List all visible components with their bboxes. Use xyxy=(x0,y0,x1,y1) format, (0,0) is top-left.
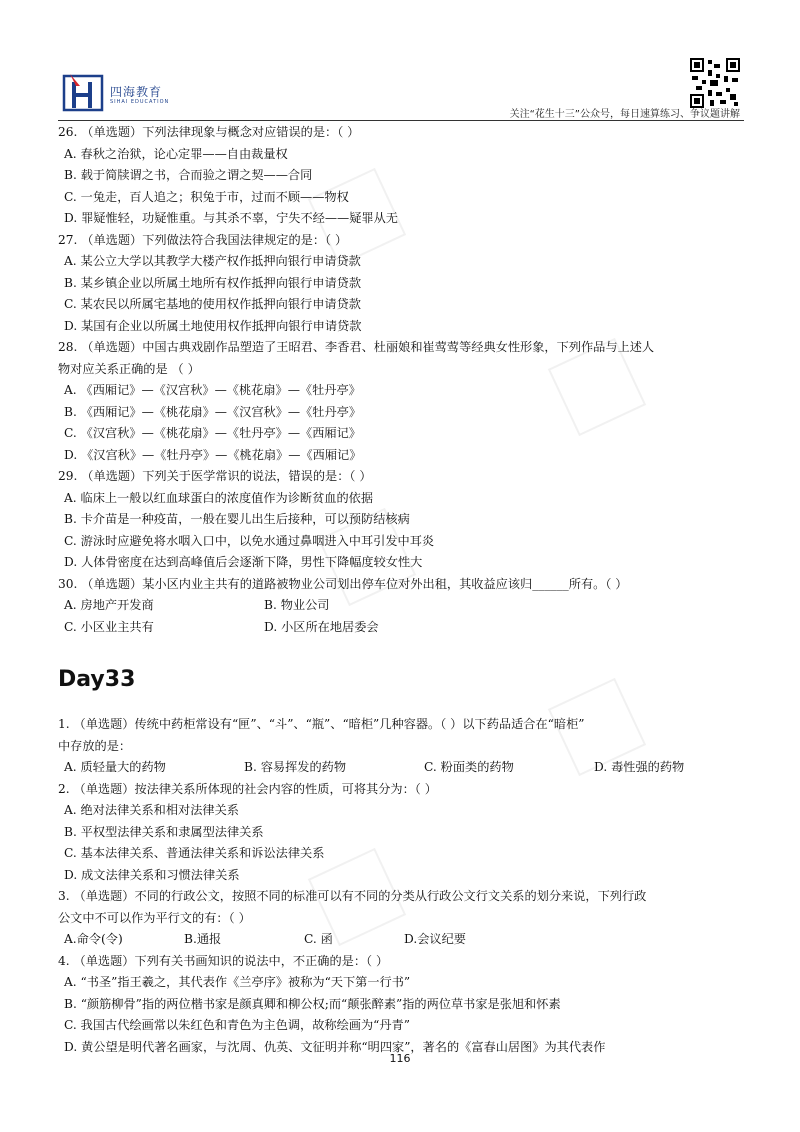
question-stem-cont: 中存放的是： xyxy=(58,738,132,753)
option-c: C. 某农民以所属宅基地的使用权作抵押向银行申请贷款 xyxy=(64,297,361,311)
question-stem: 26. （单选题）下列法律现象与概念对应错误的是：（ ） xyxy=(58,125,360,139)
options-row xyxy=(64,595,748,617)
question-stem: 30. （单选题）某小区内业主共有的道路被物业公司划出停车位对外出租，其收益应该归______所有。（ ） xyxy=(58,576,628,591)
page-number: 116 xyxy=(389,1052,411,1065)
option-c: C. 小区业主共有 xyxy=(64,619,154,634)
option-b: B. 容易挥发的药物 xyxy=(244,760,347,774)
question-stem-cont: 公文中不可以作为平行文的有：（ ） xyxy=(58,910,251,925)
question-stem: 1. （单选题）传统中药柜常设有“匣”、“斗”、“瓶”、“暗柜”几种容器。（ ）以下药品适合在“暗柜” xyxy=(58,717,585,731)
question-stem: 4. （单选题）下列有关书画知识的说法中，不正确的是：（ ） xyxy=(58,953,389,968)
option-b: B. 某乡镇企业以所属土地所有权作抵押向银行申请贷款 xyxy=(64,275,362,290)
option-a: A. 房地产开发商 xyxy=(64,598,154,612)
option-b: B. 载于简牍谓之书，合而验之谓之契——合同 xyxy=(64,168,313,182)
question-stem: 2. （单选题）按法律关系所体现的社会内容的性质，可将其分为：（ ） xyxy=(58,781,437,796)
option-b: B. 平权型法律关系和隶属型法律关系 xyxy=(64,824,264,839)
option-a: A. 某公立大学以其教学大楼产权作抵押向银行申请贷款 xyxy=(64,254,361,268)
day-title: Day33 xyxy=(58,667,136,692)
option-b: B. “颜筋柳骨”指的两位楷书家是颜真卿和柳公权;而“颠张醉素”指的两位草书家是张旭和怀素 xyxy=(64,996,561,1011)
logo-text: 四海教育 xyxy=(110,85,163,99)
option-b: B.通报 xyxy=(184,932,222,946)
option-a: A. 春秋之治狱，论心定罪——自由裁量权 xyxy=(64,146,288,161)
options-row xyxy=(64,929,748,951)
option-b: B. 卡介苗是一种疫苗，一般在婴儿出生后接种，可以预防结核病 xyxy=(64,512,410,526)
option-b: B. 《西厢记》—《桃花扇》—《汉宫秋》—《牡丹亭》 xyxy=(64,404,362,419)
option-a: A.命令(令) xyxy=(64,932,123,946)
logo-subtitle: SIHAI EDUCATION xyxy=(110,99,170,105)
options-row xyxy=(64,757,748,779)
option-d: D. 成文法律关系和习惯法律关系 xyxy=(64,867,240,882)
option-c: C. 基本法律关系、普通法律关系和诉讼法律关系 xyxy=(64,846,325,860)
option-c: C. 一兔走，百人追之；积兔于市，过而不顾——物权 xyxy=(64,189,349,204)
page-content xyxy=(58,122,748,1058)
option-d: D. 毒性强的药物 xyxy=(594,760,685,774)
option-d: D. 罪疑惟轻，功疑惟重。与其杀不辜，宁失不经——疑罪从无 xyxy=(64,211,398,225)
question-stem: 27. （单选题）下列做法符合我国法律规定的是：（ ） xyxy=(58,232,348,247)
option-a: A. 临床上一般以红血球蛋白的浓度值作为诊断贫血的依据 xyxy=(64,490,374,505)
option-c: C. 粉面类的药物 xyxy=(424,760,514,774)
option-c: C. 游泳时应避免将水咽入口中，以免水通过鼻咽进入中耳引发中耳炎 xyxy=(64,533,435,548)
question-stem-cont: 物对应关系正确的是 （ ） xyxy=(58,361,200,376)
option-d: D. 某国有企业以所属土地使用权作抵押向银行申请贷款 xyxy=(64,318,362,333)
option-d: D. 黄公望是明代著名画家，与沈周、仇英、文征明并称“明四家”，著名的《富春山居图》为其代表作 xyxy=(64,1039,606,1054)
option-c: C. 《汉宫秋》—《桃花扇》—《牡丹亭》—《西厢记》 xyxy=(64,426,361,440)
option-a: A. “书圣”指王羲之，其代表作《兰亭序》被称为“天下第一行书” xyxy=(64,975,411,989)
option-c: C. 函 xyxy=(304,932,333,946)
question-stem: 28. （单选题）中国古典戏剧作品塑造了王昭君、李香君、杜丽娘和崔莺莺等经典女性形象，下列作品与上述人 xyxy=(58,340,655,354)
option-d: D. 《汉宫秋》—《牡丹亭》—《桃花扇》—《西厢记》 xyxy=(64,447,362,462)
logo-icon xyxy=(62,72,106,114)
option-a: A. 绝对法律关系和相对法律关系 xyxy=(64,803,239,817)
option-a: A. 《西厢记》—《汉宫秋》—《桃花扇》—《牡丹亭》 xyxy=(64,383,361,397)
options-row xyxy=(64,617,748,639)
question-stem: 29. （单选题）下列关于医学常识的说法，错误的是：（ ） xyxy=(58,469,372,483)
qr-code-icon xyxy=(690,58,740,108)
question-stem: 3. （单选题）不同的行政公文，按照不同的标准可以有不同的分类从行政公文行文关系的划分来说，下列行政 xyxy=(58,889,647,903)
header-divider xyxy=(58,120,744,121)
page-header xyxy=(0,0,800,130)
follow-notice: 关注“花生十三”公众号，每日速算练习、争议题讲解 xyxy=(509,109,740,120)
option-d: D. 人体骨密度在达到高峰值后会逐渐下降，男性下降幅度较女性大 xyxy=(64,555,423,569)
option-d: D.会议纪要 xyxy=(404,932,466,946)
option-d: D. 小区所在地居委会 xyxy=(264,619,379,634)
option-b: B. 物业公司 xyxy=(264,598,330,612)
option-c: C. 我国古代绘画常以朱红色和青色为主色调，故称绘画为“丹青” xyxy=(64,1018,410,1032)
option-a: A. 质轻量大的药物 xyxy=(64,760,166,774)
